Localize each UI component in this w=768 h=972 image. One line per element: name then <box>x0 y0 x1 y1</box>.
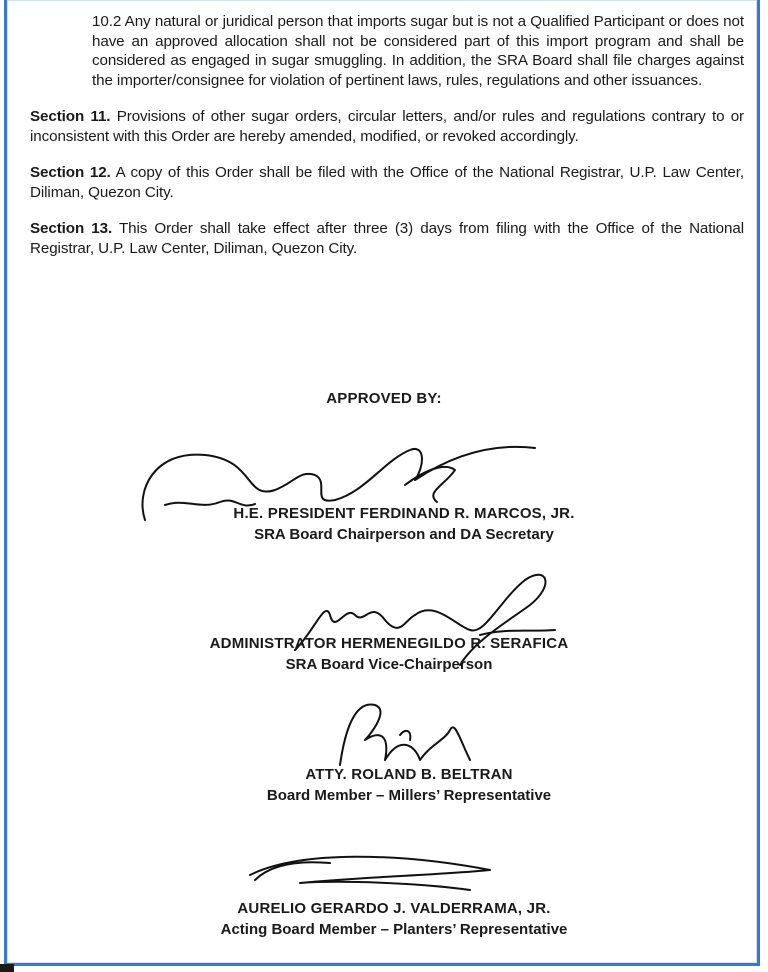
section-13 <box>30 219 744 258</box>
section-11-label: Section 11. <box>30 108 111 125</box>
signatory-2-role: SRA Board Vice-Chairperson <box>285 656 493 673</box>
section-13-label: Section 13. <box>30 220 113 237</box>
section-12 <box>30 163 744 202</box>
section-12-label: Section 12. <box>30 164 111 181</box>
signatory-4-name: AURELIO GERARDO J. VALDERRAMA, JR. <box>237 900 551 917</box>
signatory-2-name: ADMINISTRATOR HERMENEGILDO R. SERAFICA <box>209 635 569 652</box>
section-12-text: A copy of this Order shall be filed with the Office of the National Registrar, U.P. Law Center, Diliman, Quezon City. <box>30 164 744 201</box>
paragraph-10-2: 10.2 Any natural or juridical person that imports sugar but is not a Qualified Participant or does not have an approved allocation shall not be considered part of this import program and shall be considered as engaged in sugar smuggling. In addition, the SRA Board shall file charges against the importer/consignee for violation of pertinent laws, rules, regulations and other issuances. <box>92 13 744 89</box>
corner-mark <box>0 964 14 972</box>
signatory-3-role: Board Member – Millers’ Representative <box>266 787 552 804</box>
signatory-3-name: ATTY. ROLAND B. BELTRAN <box>305 766 513 783</box>
section-13-text: This Order shall take effect after three (3) days from filing with the Office of the National Registrar, U.P. Law Center, Diliman, Quezon City. <box>30 220 744 257</box>
signatory-1-name: H.E. PRESIDENT FERDINAND R. MARCOS, JR. <box>233 505 575 522</box>
section-11-text: Provisions of other sugar orders, circular letters, and/or rules and regulations contrary to or inconsistent with this Order are hereby amended, modified, or revoked accordingly. <box>30 108 745 145</box>
signatory-4-role: Acting Board Member – Planters’ Representative <box>220 921 568 938</box>
signatory-3 <box>0 764 768 806</box>
approved-by-heading: APPROVED BY: <box>326 390 442 407</box>
document-body <box>30 12 744 258</box>
signatory-1 <box>0 503 768 545</box>
signatory-4 <box>0 898 768 940</box>
signatory-1-role: SRA Board Chairperson and DA Secretary <box>254 526 554 543</box>
section-11 <box>30 107 744 146</box>
signatory-2 <box>0 633 768 675</box>
